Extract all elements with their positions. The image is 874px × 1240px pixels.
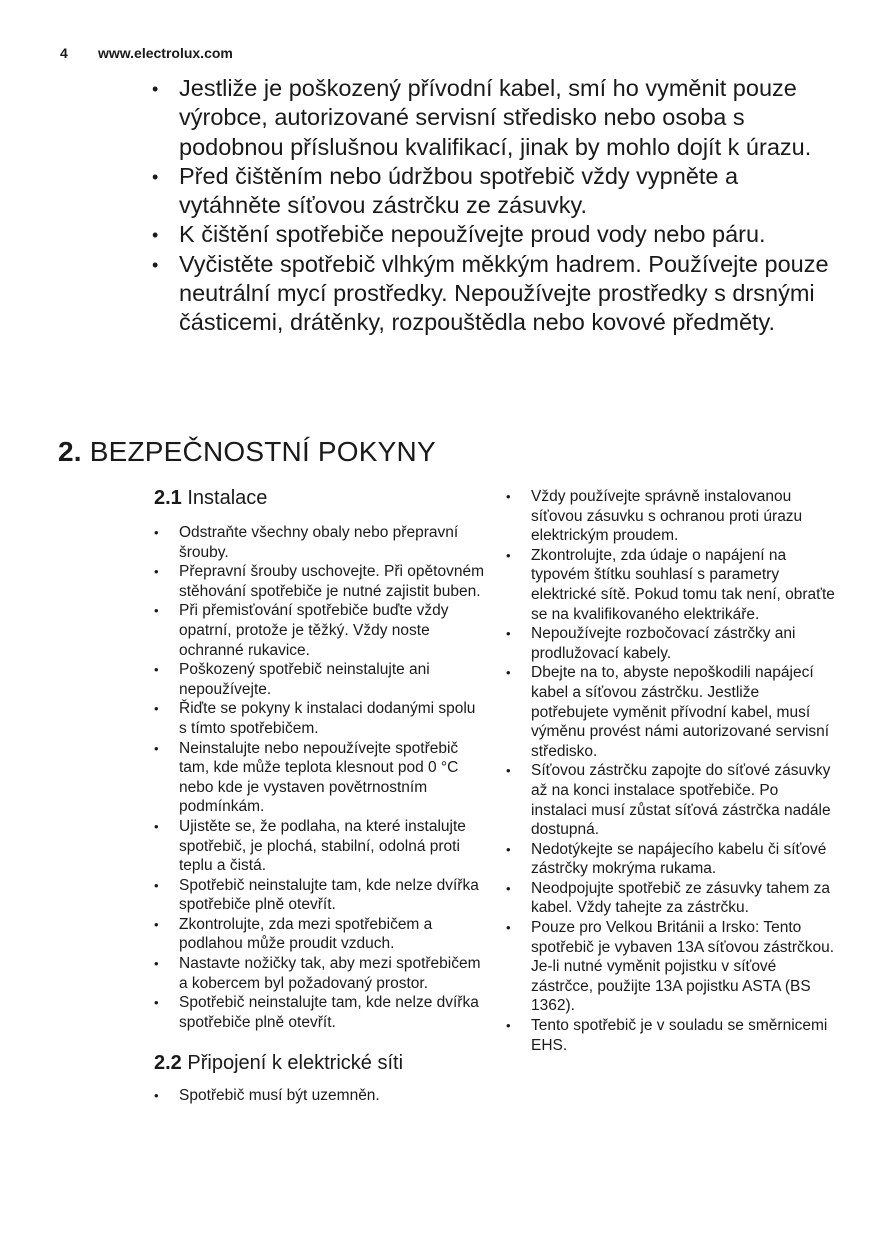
bullet-icon: •: [154, 564, 159, 580]
page-number: 4: [60, 45, 68, 61]
list-item: • Neodpojujte spotřebič ze zásuvky tahem za kabel. Vždy tahejte za zástrčku.: [506, 879, 830, 917]
page-header: [60, 45, 233, 61]
list-item: • Vyčistěte spotřebič vlhkým měkkým hadrem. Používejte pouze neutrální mycí prostředky. Nepoužívejte prostředky s drsnými částicemi, drátěnky, rozpouštědla nebo kovové předměty.: [152, 250, 829, 336]
bullet-icon: •: [506, 841, 511, 857]
section-title: [58, 436, 436, 468]
right-column: [506, 487, 836, 1055]
list-item: • Spotřebič neinstalujte tam, kde nelze dvířka spotřebiče plně otevřít.: [154, 994, 479, 1031]
bullet-icon: •: [152, 166, 159, 187]
section-number: 2.: [58, 436, 82, 467]
bullet-icon: •: [506, 1018, 511, 1034]
list-item: • Zkontrolujte, zda mezi spotřebičem a podlahou může proudit vzduch.: [154, 915, 433, 953]
bullet-icon: •: [154, 818, 159, 834]
list-item: • Odstraňte všechny obaly nebo přepravní šrouby.: [154, 524, 459, 561]
section-title-text: BEZPEČNOSTNÍ POKYNY: [89, 436, 436, 467]
list-item: • Poškozený spotřebič neinstalujte ani nepoužívejte.: [154, 661, 430, 698]
list-item: • Přepravní šrouby uschovejte. Při opětovném stěhování spotřebiče je nutné zajistit buben.: [154, 563, 484, 600]
bullet-icon: •: [154, 603, 159, 619]
bullet-icon: •: [506, 626, 511, 642]
list-item: • Dbejte na to, abyste nepoškodili napájecí kabel a síťovou zástrčku. Jestliže potřebujete vyměnit přívodní kabel, musí výměnu provést námi autorizované servisní středisko.: [506, 664, 830, 760]
electrical-list-continued: [506, 487, 836, 1055]
list-item: • Jestliže je poškozený přívodní kabel, smí ho vyměnit pouze výrobce, autorizované servisní středisko nebo osoba s podobnou příslušnou kvalifikací, jinak by mohlo dojít k úrazu.: [152, 75, 812, 160]
bullet-icon: •: [154, 956, 159, 972]
bullet-icon: •: [154, 525, 159, 540]
bullet-icon: •: [152, 254, 159, 275]
list-item: • Nepoužívejte rozbočovací zástrčky ani prodlužovací kabely.: [506, 625, 796, 662]
bullet-icon: •: [154, 877, 159, 893]
list-item: • Pouze pro Velkou Británii a Irsko: Tento spotřebič je vybaven 13A síťovou zástrčkou. Je-li nutné vyměnit pojistku v síťové zástrčce, použijte 13A pojistku ASTA (BS 1362).: [506, 919, 835, 1015]
list-item: • Vždy používejte správně instalovanou síťovou zásuvku s ochranou proti úrazu elektrickým proudem.: [506, 488, 803, 545]
subsection-title-electrical: 2.2 Připojení k elektrické síti: [154, 1052, 404, 1075]
list-item: • Zkontrolujte, zda údaje o napájení na typovém štítku souhlasí s parametry elektrické sítě. Pokud tomu tak není, obraťte se na kvalifikovaného elektrikáře.: [506, 546, 835, 623]
intro-bullet-list: [152, 74, 842, 338]
list-item: • Před čištěním nebo údržbou spotřebič vždy vypněte a vytáhněte síťovou zástrčku ze zásuvky.: [152, 162, 739, 219]
bullet-icon: •: [506, 489, 511, 504]
bullet-icon: •: [152, 79, 159, 99]
bullet-icon: •: [154, 701, 159, 717]
bullet-icon: •: [506, 763, 511, 779]
list-item: • Spotřebič neinstalujte tam, kde nelze dvířka spotřebiče plně otevřít.: [154, 876, 479, 914]
bullet-icon: •: [152, 225, 159, 246]
bullet-icon: •: [154, 995, 159, 1011]
bullet-icon: •: [506, 665, 511, 681]
list-item: • Neinstalujte nebo nepoužívejte spotřebič tam, kde může teplota klesnout pod 0 °C nebo kde je vystaven povětrnostním podmínkám.: [154, 739, 459, 816]
bullet-icon: •: [506, 920, 511, 936]
website-url[interactable]: www.electrolux.com: [98, 45, 233, 61]
list-item: • Při přemisťování spotřebiče buďte vždy opatrní, protože je těžký. Vždy noste ochranné rukavice.: [154, 602, 449, 659]
bullet-icon: •: [154, 916, 159, 932]
electrical-list: [154, 1086, 484, 1106]
list-item: • Spotřebič musí být uzemněn.: [154, 1087, 380, 1105]
installation-list: [154, 523, 484, 1032]
list-item: • Nastavte nožičky tak, aby mezi spotřebičem a kobercem byl požadovaný prostor.: [154, 955, 481, 992]
list-item: • Tento spotřebič je v souladu se směrnicemi EHS.: [506, 1017, 828, 1054]
left-column: [154, 485, 484, 1106]
list-item: • Ujistěte se, že podlaha, na které instalujte spotřebič, je plochá, stabilní, odolná proti teplu a čistá.: [154, 817, 466, 875]
bullet-icon: •: [154, 662, 159, 678]
bullet-icon: •: [154, 740, 159, 756]
bullet-icon: •: [506, 880, 511, 896]
list-item: • K čištění spotřebiče nepoužívejte proud vody nebo páru.: [152, 220, 842, 249]
list-item: • Nedotýkejte se napájecího kabelu či síťové zástrčky mokrýma rukama.: [506, 840, 827, 878]
bullet-icon: •: [154, 1088, 159, 1104]
bullet-icon: •: [506, 547, 511, 563]
subsection-title-installation: 2.1 Instalace: [154, 487, 268, 509]
list-item: • Řiďte se pokyny k instalaci dodanými spolu s tímto spotřebičem.: [154, 700, 476, 737]
list-item: • Síťovou zástrčku zapojte do síťové zásuvky až na konci instalace spotřebiče. Po instalaci musí zůstat síťová zástrčka nadále dostupná.: [506, 762, 831, 839]
